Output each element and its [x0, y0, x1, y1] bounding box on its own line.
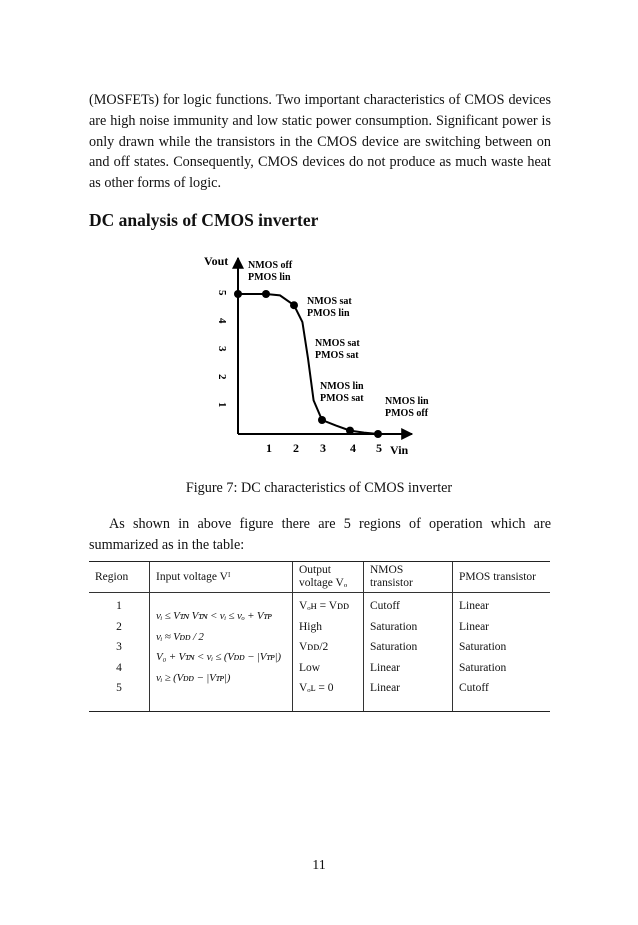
table-cell: Linear: [459, 600, 490, 612]
table-header: Output voltage Vₒ: [293, 562, 364, 593]
table-cell: Saturation: [459, 641, 507, 653]
table-cell: 3: [116, 641, 122, 653]
x-tick-5: 5: [376, 441, 382, 455]
pmos-column: [453, 593, 551, 711]
x-tick-2: 2: [293, 441, 299, 455]
table-header: NMOS transistor: [364, 562, 453, 593]
region-5-nmos: NMOS lin: [385, 396, 429, 407]
curve-marker-4: [318, 416, 326, 424]
region-label-3: [315, 338, 360, 361]
table-cell: Vₒʜ = Vᴅᴅ: [299, 600, 350, 612]
region-5-pmos: PMOS off: [385, 408, 429, 419]
x-tick-labels: [266, 441, 382, 455]
table-cell: Saturation: [370, 641, 418, 653]
table-cell: Linear: [370, 682, 401, 694]
table-cell: Saturation: [459, 661, 507, 674]
region-2-nmos: NMOS sat: [307, 296, 352, 307]
table-header: PMOS transistor: [453, 562, 551, 593]
table-cell: vᵢ ≈ Vᴅᴅ / 2: [156, 630, 204, 643]
page-number: 11: [312, 858, 326, 873]
table-cell: Cutoff: [459, 682, 489, 694]
table-cell: 4: [116, 661, 122, 674]
y-tick-3: 3: [216, 346, 228, 352]
section-heading: DC analysis of CMOS inverter: [89, 210, 319, 230]
y-tick-1: 1: [216, 402, 228, 408]
y-tick-5: 5: [216, 290, 228, 296]
x-tick-1: 1: [266, 441, 272, 455]
table-cell: 1: [116, 600, 122, 612]
table-cell: High: [299, 620, 322, 633]
region-4-nmos: NMOS lin: [320, 381, 364, 392]
x-axis-label: Vin: [390, 443, 409, 457]
table-cell: Vᴅᴅ/2: [299, 641, 329, 653]
table-cell: Saturation: [370, 620, 418, 633]
y-axis-label: Vout: [204, 254, 229, 268]
table-cell: Vₒʟ = 0: [299, 682, 334, 694]
curve-marker-1: [234, 290, 242, 298]
table-cell: Low: [299, 661, 321, 674]
y-tick-labels: [216, 290, 228, 408]
x-tick-4: 4: [350, 441, 356, 455]
curve-marker-5: [346, 427, 354, 435]
input-voltage-column: [150, 593, 293, 711]
region-label-1: [248, 260, 293, 283]
x-tick-3: 3: [320, 441, 326, 455]
nmos-column: [364, 593, 453, 711]
table-row: [89, 593, 550, 711]
output-voltage-column: [293, 593, 364, 711]
figure-caption: Figure 7: DC characteristics of CMOS inverter: [185, 480, 453, 496]
region-label-5: [385, 396, 429, 419]
dc-characteristic-plot: [190, 252, 429, 467]
curve-marker-6: [374, 430, 382, 438]
table-cell: vᵢ ≥ (Vᴅᴅ − |Vᴛᴘ|): [156, 671, 231, 684]
table-cell: Linear: [459, 620, 490, 633]
curve-marker-3: [290, 301, 298, 309]
region-1-nmos: NMOS off: [248, 260, 293, 271]
y-tick-4: 4: [216, 318, 228, 324]
region-4-pmos: PMOS sat: [320, 393, 364, 404]
table-cell: vᵢ ≤ Vᴛɴ Vᴛɴ < vᵢ ≤ vₒ + Vᴛᴘ: [156, 610, 272, 622]
region-3-pmos: PMOS sat: [315, 350, 359, 361]
region-label-4: [320, 381, 364, 404]
table-cell: V₀ + Vᴛɴ < vᵢ ≤ (Vᴅᴅ − |Vᴛᴘ|): [156, 651, 281, 663]
body-paragraph: As shown in above figure there are 5 regions of operation which are summarized as in the table:: [89, 516, 551, 553]
table-header: Input voltage Vᴵ: [150, 562, 293, 593]
table-cell: 5: [116, 682, 122, 694]
table-cell: Linear: [370, 661, 401, 674]
curve-marker-2: [262, 290, 270, 298]
table-cell: 2: [116, 620, 122, 633]
region-3-nmos: NMOS sat: [315, 338, 360, 349]
regions-table: [89, 561, 550, 712]
y-tick-2: 2: [216, 374, 228, 380]
region-label-2: [307, 296, 352, 319]
table-cell: Cutoff: [370, 600, 400, 612]
body-paragraph: (MOSFETs) for logic functions. Two important characteristics of CMOS devices are high noise immunity and low static power consumption. Significant power is only drawn while the transistors in the CMOS device are switching between on and off states. Consequently, CMOS devices do not produce as much waste heat as other forms of logic.: [89, 92, 551, 192]
region-column: [89, 593, 150, 711]
region-2-pmos: PMOS lin: [307, 308, 350, 319]
region-1-pmos: PMOS lin: [248, 272, 291, 283]
table-header: Region: [89, 562, 150, 593]
